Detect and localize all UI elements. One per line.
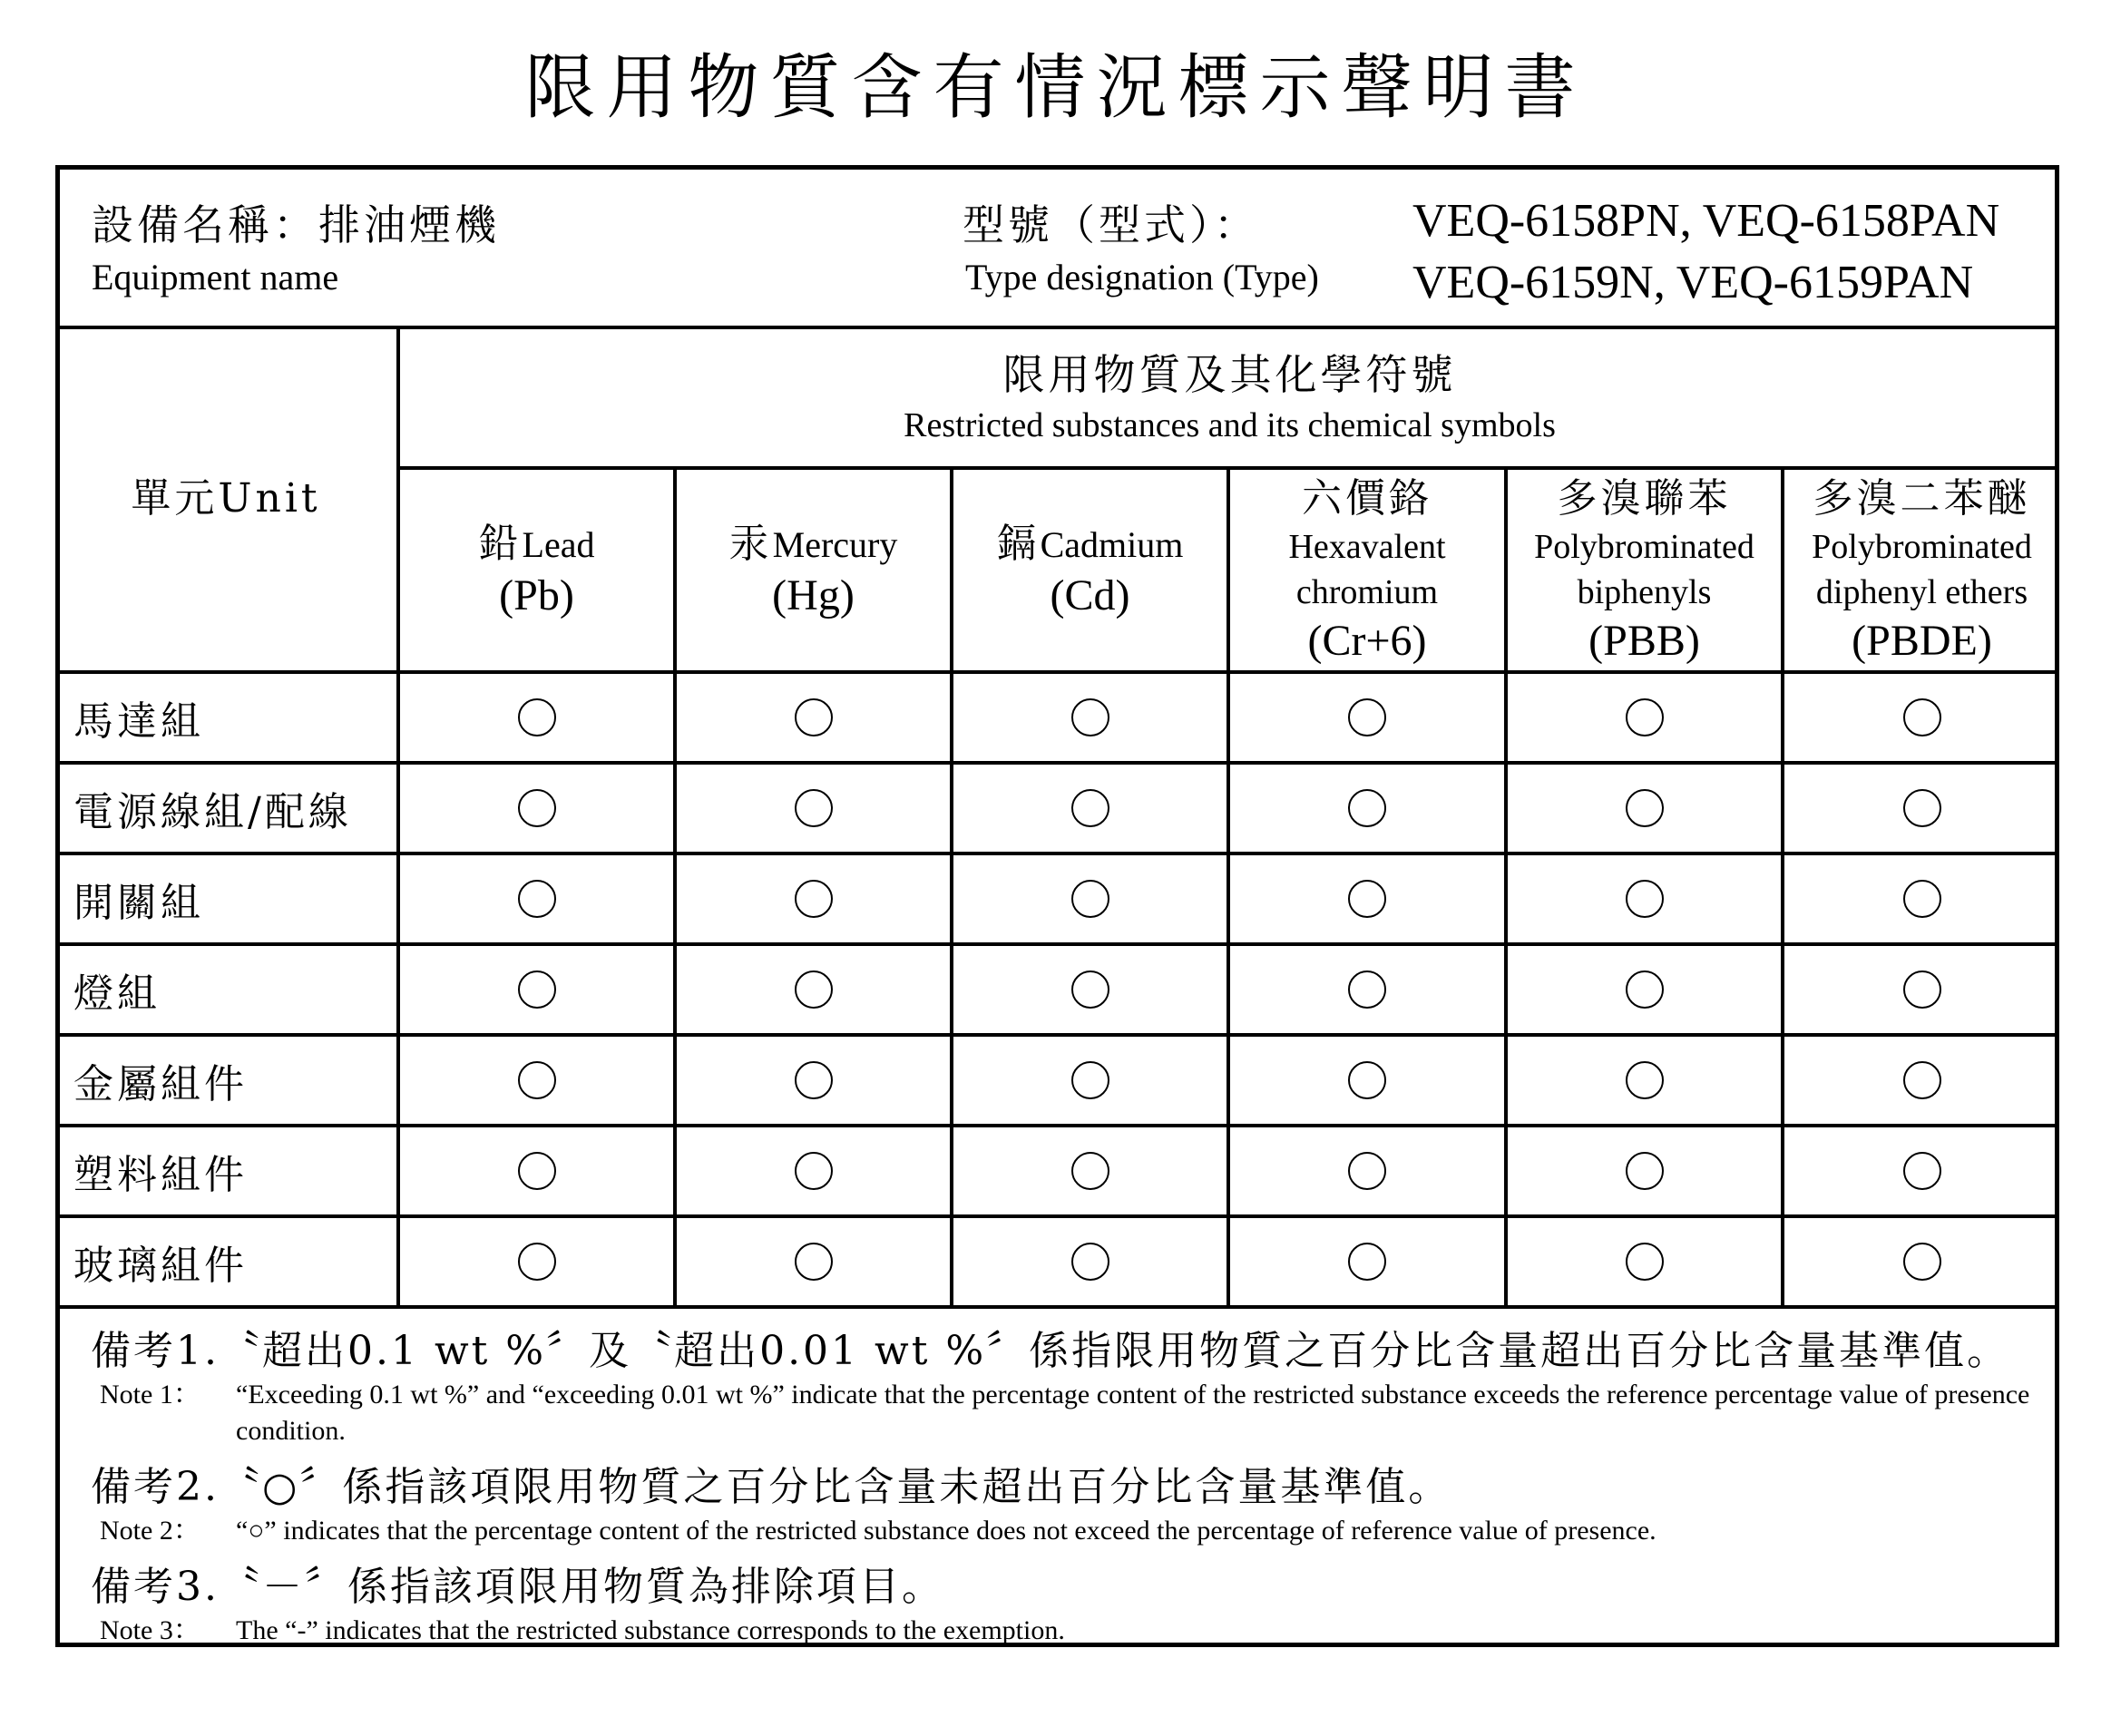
substance-cell [1228, 672, 1506, 763]
substance-cell [1783, 763, 2059, 853]
circle-icon [795, 1152, 833, 1190]
substance-cell [398, 944, 675, 1035]
circle-icon [1903, 698, 1941, 736]
substance-cell [398, 1035, 675, 1126]
circle-icon [795, 1243, 833, 1281]
column-header-pbb: 多溴聯苯 Polybrominated biphenyls (PBB) [1506, 468, 1783, 672]
unit-header: 單元Unit [55, 327, 398, 672]
substance-cell [1783, 944, 2059, 1035]
table-row [55, 672, 2059, 763]
circle-icon [1626, 1152, 1664, 1190]
substance-cell [675, 1216, 952, 1307]
substance-cell [1228, 763, 1506, 853]
circle-icon [1626, 880, 1664, 918]
circle-icon [1903, 1061, 1941, 1099]
note-3-zh: 備考3.〝－〞係指該項限用物質為排除項目。 [91, 1564, 944, 1610]
column-header-cadmium: 鎘Cadmium (Cd) [952, 468, 1228, 672]
circle-icon [1903, 880, 1941, 918]
substance-cell [675, 1126, 952, 1216]
substance-cell [398, 672, 675, 763]
circle-icon [1071, 698, 1109, 736]
substance-cell [1506, 763, 1783, 853]
circle-icon [795, 970, 833, 1009]
note-3-label: Note 3： [100, 1615, 200, 1645]
substance-cell [398, 1216, 675, 1307]
circle-icon [1348, 1152, 1386, 1190]
circle-icon [1348, 1243, 1386, 1281]
row-unit-label: 開關組 [55, 853, 398, 944]
row-unit-label: 燈組 [55, 944, 398, 1035]
note-2-en: “○” indicates that the percentage content of the restricted substance does not exceed the percentage of reference value of presence. [236, 1516, 1657, 1546]
substance-cell [1506, 1126, 1783, 1216]
circle-icon [1903, 789, 1941, 827]
table-row [55, 1126, 2059, 1216]
circle-icon [1903, 1243, 1941, 1281]
document-title: 限用物質含有情況標示聲明書 [524, 47, 1587, 129]
table-row [55, 763, 2059, 853]
substance-cell [1228, 1126, 1506, 1216]
substance-cell [952, 944, 1228, 1035]
substance-cell [675, 672, 952, 763]
substance-cell [1506, 944, 1783, 1035]
notes-section [91, 1326, 2032, 1649]
substance-cell [1783, 853, 2059, 944]
circle-icon [1903, 970, 1941, 1009]
circle-icon [1348, 1061, 1386, 1099]
note-1 [91, 1326, 2032, 1449]
substance-cell [398, 763, 675, 853]
substance-cell [675, 853, 952, 944]
circle-icon [518, 880, 556, 918]
circle-icon [518, 970, 556, 1009]
substance-cell [1783, 672, 2059, 763]
circle-icon [518, 1152, 556, 1190]
substance-cell [952, 1126, 1228, 1216]
substance-table [55, 327, 2059, 1309]
type-designation-zh: 型號（型式）： [963, 200, 1259, 249]
substance-cell [1506, 1035, 1783, 1126]
row-unit-label: 玻璃組件 [55, 1216, 398, 1307]
circle-icon [1348, 789, 1386, 827]
circle-icon [1071, 970, 1109, 1009]
type-designation-en: Type designation (Type) [965, 257, 1319, 297]
substance-cell [952, 853, 1228, 944]
circle-icon [1348, 970, 1386, 1009]
substance-cell [1506, 853, 1783, 944]
column-header-hexavalent-chromium: 六價鉻 Hexavalent chromium (Cr+6) [1228, 468, 1506, 672]
substance-cell [398, 853, 675, 944]
circle-icon [795, 1061, 833, 1099]
substance-cell [952, 763, 1228, 853]
substance-cell [1506, 672, 1783, 763]
table-row [55, 944, 2059, 1035]
circle-icon [1071, 789, 1109, 827]
substance-cell [675, 1035, 952, 1126]
substance-cell [1506, 1216, 1783, 1307]
note-1-zh: 備考1.〝超出0.1 wt %〞及〝超出0.01 wt %〞係指限用物質之百分比含量超出百分比含量基準值。 [91, 1328, 2010, 1374]
note-1-label: Note 1： [100, 1380, 200, 1409]
substance-cell [952, 672, 1228, 763]
equipment-name-en: Equipment name [92, 257, 339, 297]
circle-icon [1071, 1152, 1109, 1190]
substance-cell [1783, 1126, 2059, 1216]
circle-icon [1626, 698, 1664, 736]
circle-icon [1626, 1243, 1664, 1281]
substance-cell [398, 1126, 675, 1216]
substance-cell [1228, 1035, 1506, 1126]
circle-icon [795, 789, 833, 827]
circle-icon [1626, 970, 1664, 1009]
circle-icon [518, 789, 556, 827]
model-numbers-line2: VEQ-6159N, VEQ-6159PAN [1412, 257, 1974, 308]
note-3 [91, 1562, 2032, 1649]
circle-icon [1626, 1061, 1664, 1099]
equipment-name-zh: 設備名稱：排油煙機 [92, 200, 500, 249]
substance-cell [1228, 1216, 1506, 1307]
circle-icon [1348, 880, 1386, 918]
substance-cell [1228, 853, 1506, 944]
circle-icon [518, 698, 556, 736]
substance-cell [1228, 944, 1506, 1035]
circle-icon [1071, 1243, 1109, 1281]
note-1-en: “Exceeding 0.1 wt %” and “exceeding 0.01 wt %” indicate that the percentage content of the restricted substance exceeds the reference percentage value of presence condition. [236, 1380, 2030, 1446]
circle-icon [1626, 789, 1664, 827]
table-row [55, 1216, 2059, 1307]
row-unit-label: 塑料組件 [55, 1126, 398, 1216]
column-header-mercury: 汞Mercury (Hg) [675, 468, 952, 672]
circle-icon [518, 1243, 556, 1281]
note-2-label: Note 2： [100, 1516, 200, 1546]
row-unit-label: 電源線組/配線 [55, 763, 398, 853]
note-3-en: The “-” indicates that the restricted substance corresponds to the exemption. [236, 1615, 1065, 1645]
column-header-lead: 鉛Lead (Pb) [398, 468, 675, 672]
circle-icon [1071, 880, 1109, 918]
substances-group-header: 限用物質及其化學符號 Restricted substances and its chemical symbols [398, 327, 2059, 468]
model-numbers-line1: VEQ-6158PN, VEQ-6158PAN [1412, 195, 2000, 247]
circle-icon [1903, 1152, 1941, 1190]
substance-cell [675, 944, 952, 1035]
substance-cell [952, 1035, 1228, 1126]
circle-icon [795, 880, 833, 918]
circle-icon [1071, 1061, 1109, 1099]
column-header-pbde: 多溴二苯醚 Polybrominated diphenyl ethers (PBDE) [1783, 468, 2059, 672]
note-2-zh: 備考2.〝○〞係指該項限用物質之百分比含量未超出百分比含量基準值。 [91, 1464, 1451, 1510]
substance-cell [952, 1216, 1228, 1307]
row-unit-label: 馬達組 [55, 672, 398, 763]
substance-cell [675, 763, 952, 853]
circle-icon [518, 1061, 556, 1099]
substance-cell [1783, 1035, 2059, 1126]
circle-icon [795, 698, 833, 736]
table-row [55, 853, 2059, 944]
table-row [55, 1035, 2059, 1126]
note-2 [91, 1462, 2032, 1549]
substance-cell [1783, 1216, 2059, 1307]
circle-icon [1348, 698, 1386, 736]
row-unit-label: 金屬組件 [55, 1035, 398, 1126]
equipment-header [55, 165, 2059, 329]
